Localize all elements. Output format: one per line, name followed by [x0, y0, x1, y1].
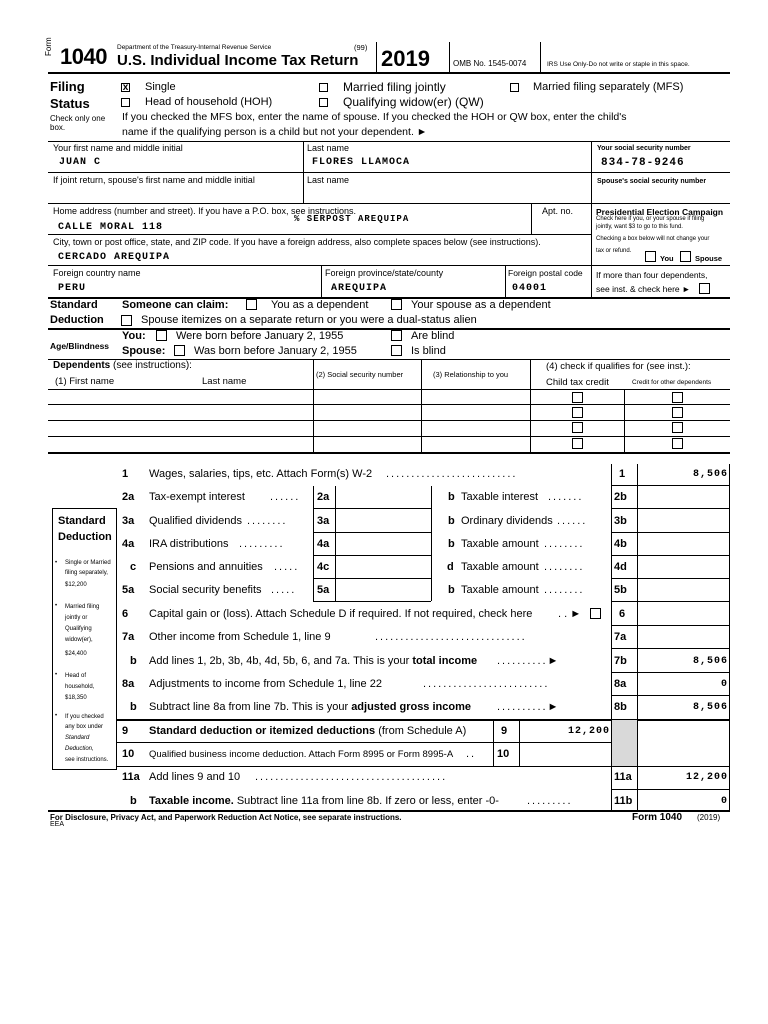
you-label: You: [122, 330, 146, 342]
filing-instruction-1: If you checked the MFS box, enter the name of spouse. If you checked the HOH or QW box, enter the child's [122, 111, 627, 123]
care-of-value[interactable]: % SERPOST AREQUIPA [294, 214, 410, 224]
line-8a-number: 8a [122, 678, 135, 690]
you-born-label: Were born before January 2, 1955 [176, 330, 344, 342]
line-8a-value[interactable]: 0 [720, 679, 728, 690]
line-9-text: (from Schedule A) [378, 725, 467, 737]
line-7b-text: Add lines 1, 2b, 3b, 4b, 4d, 5b, 6, and 7a. This is your [149, 655, 410, 667]
filing-status-heading-2: Status [50, 96, 90, 111]
spouse-last-name-label: Last name [307, 175, 350, 185]
sidebar-bullet-4-line: Deduction, [65, 746, 94, 752]
tax-year: 2019 [381, 46, 430, 71]
spouse-label: Spouse: [122, 345, 166, 357]
single-label: Single [145, 81, 176, 93]
line-3b-leader: ...... [557, 515, 588, 527]
you-dependent-checkbox[interactable] [246, 299, 257, 310]
sidebar-bullet-4-line: If you checked [65, 714, 104, 720]
pec-you-checkbox[interactable] [645, 251, 656, 262]
line-5a-text: Social security benefits [149, 584, 262, 596]
line-1-box: 1 [619, 468, 626, 480]
filing-instruction-2: name if the qualifying person is a child but not your dependent. ► [122, 126, 428, 138]
sidebar-bullet-3-line: Head of [65, 673, 87, 679]
line-11a-text: Add lines 9 and 10 [149, 771, 241, 783]
line-7b-leader: ..........► [497, 655, 561, 667]
first-name-value[interactable]: JUAN C [59, 157, 102, 168]
itemizes-checkbox[interactable] [121, 315, 132, 326]
mfs-label: Married filing separately (MFS) [533, 81, 684, 93]
sidebar-bullet-1-line: $12,200 [65, 582, 87, 588]
line-4d-leader: ........ [544, 561, 585, 573]
more-dependents-text-1: If more than four dependents, [596, 270, 708, 280]
dependents-see-inst: (see instructions): [113, 360, 192, 371]
line-4b-text: Taxable amount [461, 538, 539, 550]
line-7a-box: 7a [614, 631, 627, 643]
line-1-leader: .......................... [386, 468, 518, 480]
sidebar-bullet-1-line: filing separately, [65, 570, 108, 576]
line-5b-letter: b [448, 584, 455, 596]
line-8b-bold: adjusted gross income [351, 701, 471, 713]
footer-year: (2019) [697, 813, 721, 822]
line-11b-box: 11b [614, 795, 633, 807]
sidebar-heading-2: Deduction [58, 531, 112, 543]
spouse-blind-label: Is blind [411, 345, 446, 357]
dep-col-qualifies: (4) check if qualifies for (see inst.): [546, 361, 691, 372]
footer-form: Form 1040 [632, 812, 683, 823]
sidebar-bullet-2-line: Qualifying [65, 626, 92, 632]
line-9-box: 9 [501, 725, 508, 737]
line-8b-number: b [130, 701, 137, 713]
line-8a-box: 8a [614, 678, 627, 690]
more-dependents-checkbox[interactable] [699, 283, 710, 294]
irs-use-only: IRS Use Only-Do not write or staple in this space. [547, 61, 690, 68]
line-4c-box: 4c [317, 561, 330, 573]
standard-deduction-sidebar: Standard Deduction • Single or Married filing separately, $12,200 • Married filing jointly or Qualifying widow(er), $24,400 • Head of household, $18,350 • If you checked any box under Standard Deduction, see instructions. [52, 508, 117, 770]
spouse-born-checkbox[interactable] [174, 345, 185, 356]
line-4a-number: 4a [122, 538, 135, 550]
standard-deduction-heading: Standard [50, 299, 98, 311]
form-code: (99) [354, 43, 368, 52]
line-4b-leader: ........ [544, 538, 585, 550]
child-tax-credit-checkbox[interactable] [572, 438, 583, 449]
line-7b-box: 7b [614, 655, 627, 667]
standard-deduction-heading-2: Deduction [50, 314, 104, 326]
line-2b-leader: ....... [548, 491, 584, 503]
line-11b-bold: Taxable income. [149, 795, 234, 807]
line-7b-bold: total income [412, 655, 478, 667]
more-dependents-text-2: see inst. & check here ► [596, 284, 691, 294]
line-5a-leader: ..... [271, 584, 297, 596]
line-8b-text: Subtract line 8a from line 7b. This is your [149, 701, 349, 713]
dep-col-relationship: (3) Relationship to you [433, 370, 509, 379]
pec-you-label: You [660, 254, 674, 263]
line-5a-box: 5a [317, 584, 330, 596]
line-4d-box: 4d [614, 561, 627, 573]
form-vertical-label: Form [44, 37, 53, 56]
line-3b-letter: b [448, 515, 455, 527]
home-address-label: Home address (number and street). If you have a P.O. box, see instructions. [53, 206, 356, 216]
sidebar-bullet-4-line: any box under [65, 724, 104, 730]
pec-text-3: Checking a box below will not change your [596, 236, 710, 242]
someone-can-claim: Someone can claim: [122, 299, 229, 311]
last-name-label: Last name [307, 143, 350, 153]
line-11b-value[interactable]: 0 [720, 796, 728, 807]
city-value[interactable]: CERCADO AREQUIPA [58, 252, 171, 263]
line-2a-number: 2a [122, 491, 135, 503]
line-2b-text: Taxable interest [461, 491, 539, 503]
mfs-checkbox[interactable] [510, 83, 519, 92]
mfj-label: Married filing jointly [343, 80, 446, 94]
line-4c-text: Pensions and annuities [149, 561, 263, 573]
first-name-label: Your first name and middle initial [53, 143, 183, 153]
line-8b-value[interactable]: 8,506 [692, 702, 728, 713]
pec-title: Presidential Election Campaign [596, 207, 724, 217]
pec-spouse-checkbox[interactable] [680, 251, 691, 262]
sidebar-heading: Standard [58, 515, 106, 527]
line-1-number: 1 [122, 468, 129, 480]
child-tax-credit-checkbox[interactable] [572, 392, 583, 403]
sidebar-bullet-2-line: widow(er), [65, 637, 93, 643]
spouse-dependent-label: Your spouse as a dependent [411, 299, 551, 311]
single-checkbox[interactable]: x [122, 82, 129, 93]
qw-label: Qualifying widow(er) (QW) [343, 95, 484, 109]
omb-number: OMB No. 1545-0074 [453, 59, 527, 68]
age-blindness-heading: Age/Blindness [50, 341, 110, 351]
line-3a-text: Qualified dividends [149, 515, 242, 527]
line-5b-text: Taxable amount [461, 584, 539, 596]
sidebar-bullet-3-line: household, [65, 684, 95, 690]
line-3b-text: Ordinary dividends [461, 515, 553, 527]
line-1-text: Wages, salaries, tips, etc. Attach Form(s) W-2 [149, 468, 373, 480]
line-10-leader: .. [466, 748, 477, 760]
dep-col-other-credit: Credit for other dependents [632, 379, 712, 386]
line-7b-number: b [130, 655, 137, 667]
line-10-text: Qualified business income deduction. Attach Form 8995 or Form 8995-A [149, 749, 454, 760]
sidebar-bullet-3-line: $18,350 [65, 695, 87, 701]
line-8a-text: Adjustments to income from Schedule 1, line 22 [149, 678, 382, 690]
line-4d-text: Taxable amount [461, 561, 539, 573]
line-6-box: 6 [619, 608, 626, 620]
child-tax-credit-checkbox[interactable] [572, 422, 583, 433]
other-dependents-checkbox[interactable] [672, 438, 683, 449]
line-7b-value[interactable]: 8,506 [692, 656, 728, 667]
dep-col-child-tax-credit: Child tax credit [546, 377, 609, 388]
ssn-value[interactable]: 834-78-9246 [601, 157, 685, 169]
spouse-first-name-label: If joint return, spouse's first name and middle initial [53, 175, 255, 185]
qw-checkbox[interactable] [319, 98, 328, 107]
line-6-leader: . . ► [558, 608, 582, 620]
home-address-value[interactable]: CALLE MORAL 118 [58, 222, 164, 233]
line-4b-box: 4b [614, 538, 627, 550]
line-5b-box: 5b [614, 584, 627, 596]
line-8b-leader: ..........► [497, 701, 561, 713]
department: Department of the Treasury-Internal Revenue Service [117, 44, 272, 51]
pec-text-4: tax or refund. [596, 248, 632, 254]
line-11b-text: Subtract line 11a from line 8b. If zero or less, enter -0- [236, 795, 499, 807]
line-5a-number: 5a [122, 584, 135, 596]
line-2a-leader: ...... [270, 491, 301, 503]
line-11b-leader: ......... [527, 795, 573, 807]
line-6-number: 6 [122, 608, 129, 620]
foreign-country-value[interactable]: PERU [58, 283, 87, 294]
sidebar-bullet-2-line: $24,400 [65, 651, 87, 657]
pec-spouse-label: Spouse [695, 254, 723, 263]
line-3a-leader: ........ [247, 515, 288, 527]
sidebar-bullet-4-line: see instructions. [65, 757, 109, 763]
child-tax-credit-checkbox[interactable] [572, 407, 583, 418]
ssn-label: Your social security number [597, 145, 691, 152]
foreign-postal-value[interactable]: 04001 [512, 283, 548, 294]
dependents-heading: Dependents [53, 360, 111, 371]
you-born-checkbox[interactable] [156, 330, 167, 341]
shaded-area [612, 720, 637, 766]
line-11a-number: 11a [122, 771, 140, 783]
line-9-bold: Standard deduction or itemized deductions [149, 725, 376, 737]
sidebar-bullet-2-line: Married filing [65, 604, 100, 610]
line-4a-text: IRA distributions [149, 538, 229, 550]
hoh-checkbox[interactable] [121, 98, 130, 107]
you-dependent-label: You as a dependent [271, 299, 369, 311]
filing-status-heading: Filing [50, 79, 85, 94]
line-10-box: 10 [497, 748, 510, 760]
you-blind-label: Are blind [411, 330, 455, 342]
line-8a-leader: ......................... [423, 678, 550, 690]
line-11a-box: 11a [614, 771, 632, 783]
line-7a-text: Other income from Schedule 1, line 9 [149, 631, 331, 643]
sidebar-bullet-2-line: jointly or [65, 615, 88, 621]
line-6-checkbox[interactable] [590, 608, 601, 619]
line-9-number: 9 [122, 725, 129, 737]
eea-label: EEA [50, 821, 65, 828]
line-2a-box: 2a [317, 491, 330, 503]
line-4c-leader: ..... [274, 561, 300, 573]
other-dependents-checkbox[interactable] [672, 422, 683, 433]
line-6-text: Capital gain or (loss). Attach Schedule D if required. If not required, check here [149, 608, 533, 620]
pec-text-1: Check here if you, or your spouse if filing [596, 216, 705, 222]
dep-col-last-name: Last name [202, 376, 247, 387]
line-4a-box: 4a [317, 538, 330, 550]
line-11a-leader: ...................................... [255, 771, 448, 783]
line-11b-number: b [130, 795, 137, 807]
check-only-one-note: Check only one box. [50, 114, 106, 132]
hoh-label: Head of household (HOH) [145, 96, 273, 108]
line-5b-leader: ........ [544, 584, 585, 596]
spouse-dependent-checkbox[interactable] [391, 299, 402, 310]
line-10-number: 10 [122, 748, 135, 760]
form-number: 1040 [60, 44, 107, 69]
foreign-province-label: Foreign province/state/county [325, 268, 444, 278]
line-4d-letter: d [447, 561, 454, 573]
line-2a-text: Tax-exempt interest [149, 491, 245, 503]
apt-label: Apt. no. [542, 206, 574, 216]
spouse-blind-checkbox[interactable] [391, 345, 402, 356]
line-7a-leader: .............................. [375, 631, 527, 643]
line-3a-box: 3a [317, 515, 330, 527]
sidebar-bullet-1-line: Single or Married [65, 560, 111, 566]
other-dependents-checkbox[interactable] [672, 392, 683, 403]
itemizes-label: Spouse itemizes on a separate return or you were a dual-status alien [141, 314, 477, 326]
line-4a-leader: ......... [239, 538, 285, 550]
city-label: City, town or post office, state, and ZIP code. If you have a foreign address, also complete spaces below (see instructions). [53, 237, 541, 247]
line-2b-letter: b [448, 491, 455, 503]
foreign-postal-label: Foreign postal code [508, 268, 583, 278]
line-4b-letter: b [448, 538, 455, 550]
line-7a-number: 7a [122, 631, 135, 643]
spouse-ssn-label: Spouse's social security number [597, 178, 707, 185]
disclosure-notice: For Disclosure, Privacy Act, and Paperwork Reduction Act Notice, see separate instructions. [50, 813, 402, 822]
you-blind-checkbox[interactable] [391, 330, 402, 341]
dep-col-ssn: (2) Social security number [316, 370, 404, 379]
line-3b-box: 3b [614, 515, 627, 527]
pec-text-2: jointly, want $3 to go to this fund. [596, 224, 683, 230]
line-1-value[interactable]: 8,506 [692, 469, 728, 480]
foreign-province-value[interactable]: AREQUIPA [331, 283, 388, 294]
line-4c-number: c [130, 561, 137, 573]
dep-col-first-name: (1) First name [55, 376, 115, 387]
last-name-value[interactable]: FLORES LLAMOCA [312, 157, 411, 168]
other-dependents-checkbox[interactable] [672, 407, 683, 418]
line-9-value[interactable]: 12,200 [567, 726, 610, 737]
line-3a-number: 3a [122, 515, 135, 527]
form-title: U.S. Individual Income Tax Return [117, 52, 359, 69]
line-8b-box: 8b [614, 701, 627, 713]
mfj-checkbox[interactable] [319, 83, 328, 92]
sidebar-bullet-4-line: Standard [65, 735, 90, 741]
line-2b-box: 2b [614, 491, 627, 503]
spouse-born-label: Was born before January 2, 1955 [194, 345, 357, 357]
line-11a-value[interactable]: 12,200 [685, 772, 728, 783]
foreign-country-label: Foreign country name [53, 268, 141, 278]
